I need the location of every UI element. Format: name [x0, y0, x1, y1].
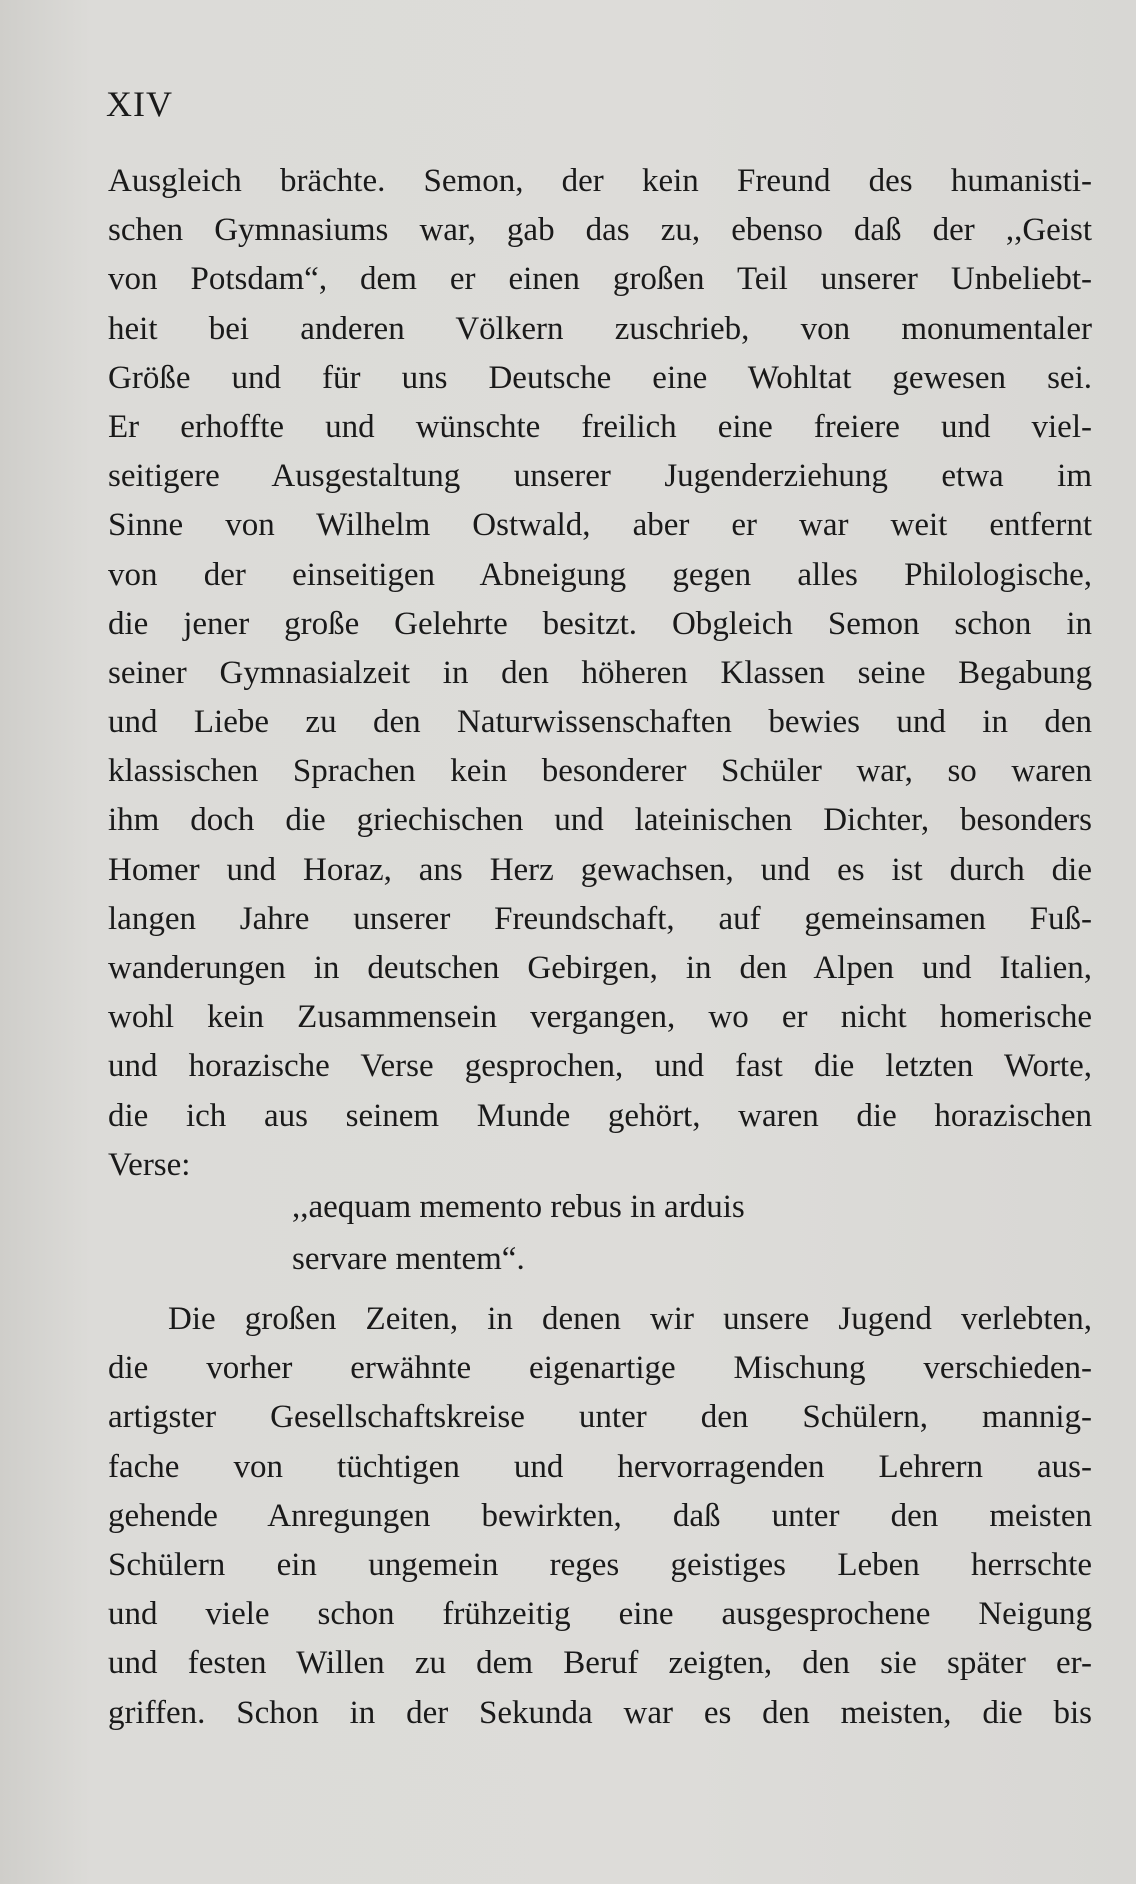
- text-line: schen Gymnasiums war, gab das zu, ebenso daß der ,,Geist: [108, 212, 1092, 249]
- text-line: Verse:: [108, 1146, 191, 1183]
- verse-quote: [292, 1181, 992, 1285]
- text-line: Schülern ein ungemein reges geistiges Leben herrschte: [108, 1546, 1092, 1583]
- text-line: griffen. Schon in der Sekunda war es den meisten, die bis: [108, 1694, 1092, 1731]
- text-line: ihm doch die griechischen und lateinischen Dichter, besonders: [108, 802, 1092, 839]
- paragraph-1: [108, 157, 1092, 1190]
- quote-line: ,,aequam memento rebus in arduis: [292, 1189, 745, 1225]
- text-line: artigster Gesellschaftskreise unter den Schülern, mannig-: [108, 1399, 1092, 1436]
- page-number: XIV: [106, 84, 173, 124]
- text-line: und horazische Verse gesprochen, und fast die letzten Worte,: [108, 1048, 1092, 1085]
- paragraph-2: [108, 1295, 1092, 1738]
- text-line: klassischen Sprachen kein besonderer Schüler war, so waren: [108, 753, 1092, 790]
- text-line: und Liebe zu den Naturwissenschaften bewies und in den: [108, 704, 1092, 741]
- text-line: Sinne von Wilhelm Ostwald, aber er war weit entfernt: [108, 507, 1092, 544]
- text-line: fache von tüchtigen und hervorragenden Lehrern aus-: [108, 1448, 1092, 1485]
- text-line: seiner Gymnasialzeit in den höheren Klassen seine Begabung: [108, 654, 1092, 691]
- text-line: von Potsdam“, dem er einen großen Teil unserer Unbeliebt-: [108, 261, 1092, 298]
- text-line: und festen Willen zu dem Beruf zeigten, den sie später er-: [108, 1645, 1092, 1682]
- text-line: wohl kein Zusammensein vergangen, wo er nicht homerische: [108, 999, 1092, 1036]
- text-line: Ausgleich brächte. Semon, der kein Freund des humanisti-: [108, 163, 1092, 199]
- text-line: langen Jahre unserer Freundschaft, auf gemeinsamen Fuß-: [108, 900, 1092, 937]
- text-line: die jener große Gelehrte besitzt. Obgleich Semon schon in: [108, 605, 1092, 642]
- text-line: von der einseitigen Abneigung gegen alles Philologische,: [108, 556, 1092, 593]
- text-line: und viele schon frühzeitig eine ausgesprochene Neigung: [108, 1596, 1092, 1633]
- text-line: Größe und für uns Deutsche eine Wohltat gewesen sei.: [108, 359, 1092, 396]
- text-line: gehende Anregungen bewirkten, daß unter den meisten: [108, 1497, 1092, 1534]
- text-line: heit bei anderen Völkern zuschrieb, von monumentaler: [108, 310, 1092, 347]
- text-line: Er erhoffte und wünschte freilich eine freiere und viel-: [108, 408, 1092, 445]
- text-line: Homer und Horaz, ans Herz gewachsen, und es ist durch die: [108, 851, 1092, 888]
- text-line: die vorher erwähnte eigenartige Mischung verschieden-: [108, 1350, 1092, 1387]
- text-line: die ich aus seinem Munde gehört, waren die horazischen: [108, 1097, 1092, 1134]
- text-line: wanderungen in deutschen Gebirgen, in den Alpen und Italien,: [108, 950, 1092, 986]
- text-line: seitigere Ausgestaltung unserer Jugenderziehung etwa im: [108, 458, 1092, 495]
- quote-line: servare mentem“.: [292, 1241, 525, 1277]
- text-line: Die großen Zeiten, in denen wir unsere Jugend verlebten,: [168, 1301, 1092, 1337]
